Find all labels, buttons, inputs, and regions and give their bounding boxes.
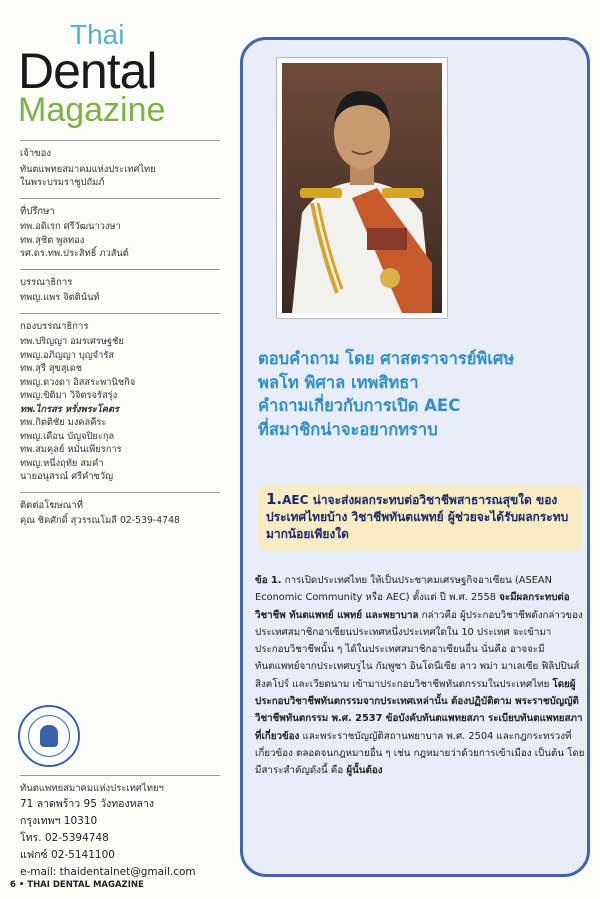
- headline-line: พลโท พิศาล เทพสิทธา: [258, 372, 419, 392]
- masthead-line-3: Magazine: [18, 91, 166, 129]
- staff-heading: บรรณาธิการ: [20, 276, 73, 288]
- staff-row: ทพ.สุรี สุขสุเดช: [20, 363, 83, 374]
- staff-heading: เจ้าของ: [20, 148, 51, 159]
- headline-line: คำถามเกี่ยวกับการเปิด AEC: [258, 396, 461, 415]
- staff-row: ทพ.กิตติชัย มงคลคีระ: [20, 417, 107, 428]
- staff-heading: ที่ปรึกษา: [20, 205, 55, 217]
- answer-part: กล่าวคือ ผู้ประกอบวิชาชีพดังกล่าวของประเทศสมาชิกอาเซียนประเทศหนึ่งประเทศใดใน 10 ประเทศ จะเข้ามาประกอบวิชาชีพนั้น ๆ ได้ในประเทศสมาชิกอาเซียนอื่น นั่นคือ อาจจะมีทันตแพทย์จากประเทศบรูไน กัมพูชา อินโดนีเซีย ลาว พม่า มาเลเซีย ฟิลิปปินส์ สิงคโปร์ และเวียดนาม เข้ามาประกอบวิชาชีพทันตกรรมในประเทศไทย: [255, 609, 583, 690]
- staff-section-editor: [20, 269, 220, 305]
- email-line[interactable]: e-mail: thaidentalnet@gmail.com: [20, 866, 196, 878]
- portrait-illustration: [282, 63, 442, 313]
- staff-row: ทพ.อดิเรก ศรีวัฒนาวงษา: [20, 221, 121, 232]
- answer-part: และพระราชบัญญัติสถานพยาบาล พ.ศ. 2504 และกฎกระทรวงที่เกี่ยวข้อง ตลอดจนกฎหมายอื่น ๆ เช่น กฎหมายว่าด้วยการเข้าเมือง เป็นต้น โดยมีสาระสำคัญดังนี้ คือ: [255, 730, 585, 777]
- fax-line: แฟกซ์ 02-5141100: [20, 849, 115, 861]
- staff-row: รศ.ดร.ทพ.ประสิทธิ์ ภวสันต์: [20, 248, 129, 259]
- staff-row: ในพระบรมราชูปถัมภ์: [20, 177, 105, 188]
- staff-section-advertising: [20, 492, 220, 528]
- phone-line: โทร. 02-5394748: [20, 832, 109, 844]
- answer-bold-part: ผู้นั้นต้อง: [346, 765, 383, 777]
- staff-row: ทพญ.หนึ่งฤทัย สมคำ: [20, 457, 104, 469]
- staff-row: ทพ.ปริญญา อมรเศรษฐชัย: [20, 336, 124, 347]
- staff-column: [20, 140, 220, 536]
- headline-line: ที่สมาชิกน่าจะอยากทราบ: [258, 419, 438, 439]
- answer-part: การเปิดประเทศไทย ให้เป็นประชาคมเศรษฐกิจอาเซียน (ASEAN Economic Community หรือ AEC) ตั้งแต่ ปี พ.ศ. 2558: [255, 575, 552, 604]
- question-text: AEC น่าจะส่งผลกระทบต่อวิชาชีพสาธารณสุขใด ของประเทศไทยบ้าง วิชาชีพทันตแพทย์ ผู้ช่วยจะได้รับผลกระทบมากน้อยเพียงใด: [266, 493, 569, 541]
- staff-row: ทันตแพทยสมาคมแห่งประเทศไทย: [20, 163, 156, 175]
- staff-section-owner: [20, 140, 220, 190]
- staff-heading: ติดต่อโฆษณาที่: [20, 499, 84, 511]
- staff-row: คุณ ชิดศักดิ์ สุวรรณโมลี 02-539-4748: [20, 515, 180, 526]
- staff-row: ทพ.สุชิต พูลทอง: [20, 234, 85, 246]
- staff-row: ทพญ.ดวงดา อิสสระพานิชกิจ: [20, 376, 136, 388]
- masthead-line-1: Thai: [70, 19, 125, 50]
- staff-row: ทพญ.ขิติมา วิจิตรจรัสรุ่ง: [20, 390, 118, 401]
- staff-row: ทพญ.อภิญญา บุญจำรัส: [20, 349, 115, 361]
- organization-name: ทันตแพทยสมาคมแห่งประเทศไทยฯ: [20, 775, 220, 796]
- headline-line: ตอบคำถาม โดย ศาสตราจารย์พิเศษ: [258, 349, 515, 368]
- masthead-line-2: Dental: [18, 43, 157, 99]
- staff-row: ทพ.สมคุลย์ หมั่นเพียรการ: [20, 444, 122, 455]
- answer-bold-part: โดยผู้ประกอบวิชาชีพทันตกรรมจากประเทศเหล่านั้น ต้องปฏิบัติตาม พระราชบัญญัติวิชาชีพทันตกรรม พ.ศ. 2537 ข้อบังคับทันตแพทยสภา ระเบียบทันตแพทยสภาที่เกี่ยวข้อง: [255, 678, 583, 742]
- answer-bold-part: จะมีผลกระทบต่อวิชาชีพ ทันตแพทย์ แพทย์ และพยาบาล: [255, 592, 570, 621]
- association-seal-icon: [18, 705, 80, 767]
- page-footer: 6 • THAI DENTAL MAGAZINE: [10, 880, 144, 890]
- address-line: 71 ลาดพร้าว 95 วังทองหลาง: [20, 798, 154, 810]
- staff-row: นายอนุสรณ์ ศรีคำชวัญ: [20, 471, 113, 482]
- contact-address: [20, 796, 240, 881]
- answer-lead: ข้อ 1.: [255, 575, 282, 586]
- staff-heading: กองบรรณาธิการ: [20, 320, 89, 332]
- staff-row: ทพญ.แพร จิตติน้นท์: [20, 292, 100, 303]
- staff-section-board: [20, 313, 220, 484]
- question-number: 1.: [266, 490, 283, 508]
- address-line: กรุงเทพฯ 10310: [20, 815, 98, 827]
- portrait-photo: [276, 57, 448, 319]
- masthead: [18, 19, 233, 129]
- staff-row: ทพญ.เดือน บัญจปิยะกุล: [20, 430, 115, 442]
- answer-text: [255, 572, 585, 780]
- question-box: [258, 485, 582, 551]
- article-headline: [258, 347, 588, 441]
- staff-row: ทพ.ไกรสร หรั่งพระโคตร: [20, 403, 120, 415]
- staff-section-advisors: [20, 198, 220, 261]
